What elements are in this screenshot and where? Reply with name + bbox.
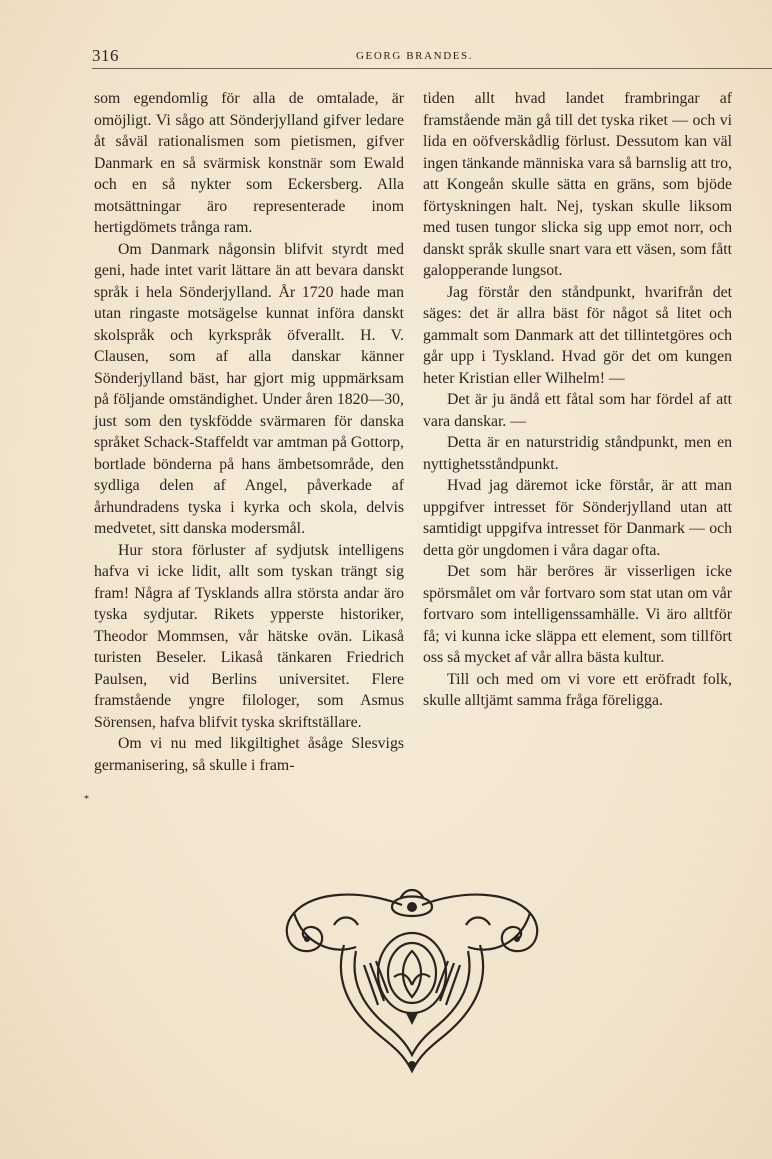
paragraph: Det är ju ändå ett fåtal som har fördel af att vara danskar. — xyxy=(423,391,732,430)
paragraph: Hur stora förluster af sydjutsk intelligens hafva vi icke lidit, allt som tyskan trängt sig fram! Några af Tysklands allra största andar äro tyska sydjutar. Rikets ypperste historiker, Theodor Mommsen, vår hätske ovän. Likaså turisten Beseler. Likaså tänkaren Friedrich Paulsen, vid Berlins universitet. Flere framstående yngre filologer, som Asmus Sörensen, hafva blifvit tyska skriftställare. xyxy=(94,541,404,731)
paragraph: Jag förstår den ståndpunkt, hvarifrån det säges: det är allra bäst för något så litet och gammalt som Danmark att det tillintetgöres och går upp i Tyskland. Hvad gör det om kungen heter Kristian eller Wilhelm! — xyxy=(423,283,732,387)
left-text-column xyxy=(94,88,404,776)
paragraph: Om vi nu med likgiltighet åsåge Slesvigs germanisering, så skulle i fram- xyxy=(94,735,404,774)
paragraph: som egendomlig för alla de omtalade, är omöjligt. Vi sågo att Sönderjylland gifver ledare åt såväl rationalismen som pietismen, gifver Danmark en så svärmisk konstnär som Ewald och en så nykter som Eckersberg. Alla motsättningar äro representerade inom hertigdömets trånga ram. xyxy=(94,90,404,236)
paragraph: tiden allt hvad landet frambringar af framstående män gå till det tyska riket — och vi lida en oöfverskådlig förlust. Dessutom kan väl ingen tänkande människa vara så barnslig att tro, att Kongeån skulle sätta en gräns, som bjöde förtyskningen halt. Nej, tyskan skulle liksom med tusen tungor slicka sig upp emot norr, och danskt språk skulle snart vara ett väsen, som fått galopperande lungsot. xyxy=(423,90,732,279)
paragraph: Det som här beröres är visserligen icke spörsmålet om vår fortvaro som stat utan om vår fortvaro som intelligenssamhälle. Vi äro alltför få; vi kunna icke släppa ett element, som tillfört oss så mycket af vår allra bästa kultur. xyxy=(423,563,732,666)
margin-mark: * xyxy=(84,794,89,805)
paragraph: Hvad jag däremot icke förstår, är att man uppgifver intresset för Sönderjylland utan att samtidigt uppgifva intresset för Danmark — och detta gör ungdomen i våra dagar ofta. xyxy=(423,477,732,559)
paragraph: Om Danmark någonsin blifvit styrdt med geni, hade intet varit lättare än att bevara danskt språk i hela Sönderjylland. År 1720 hade man utan ringaste motsägelse kunnat införa danskt skolspråk och kyrkspråk öfverallt. H. V. Clausen, som af alla danskar känner Sönderjylland bäst, har gjort mig uppmärksam på följande omständighet. Under åren 1820—30, just som den tyskfödde svärmaren för danska språket Schack-Staffeldt var amtman på Gottorp, bortlade bönderna på hans ämbetsområde, den sydliga delen af Angel, påverkade af århundradens tyska i kyrka och skola, delvis medvetet, sitt danska modersmål. xyxy=(94,240,404,537)
paragraph: Detta är en naturstridig ståndpunkt, men en nyttighetsståndpunkt. xyxy=(423,434,732,473)
running-title: GEORG BRANDES. xyxy=(356,50,474,62)
page-number: 316 xyxy=(92,46,119,65)
paragraph: Till och med om vi vore ett eröfradt folk, skulle alltjämt samma fråga föreligga. xyxy=(423,670,732,709)
page-header xyxy=(92,46,772,69)
right-text-column xyxy=(423,88,732,712)
tailpiece-ornament-icon xyxy=(274,885,550,1077)
